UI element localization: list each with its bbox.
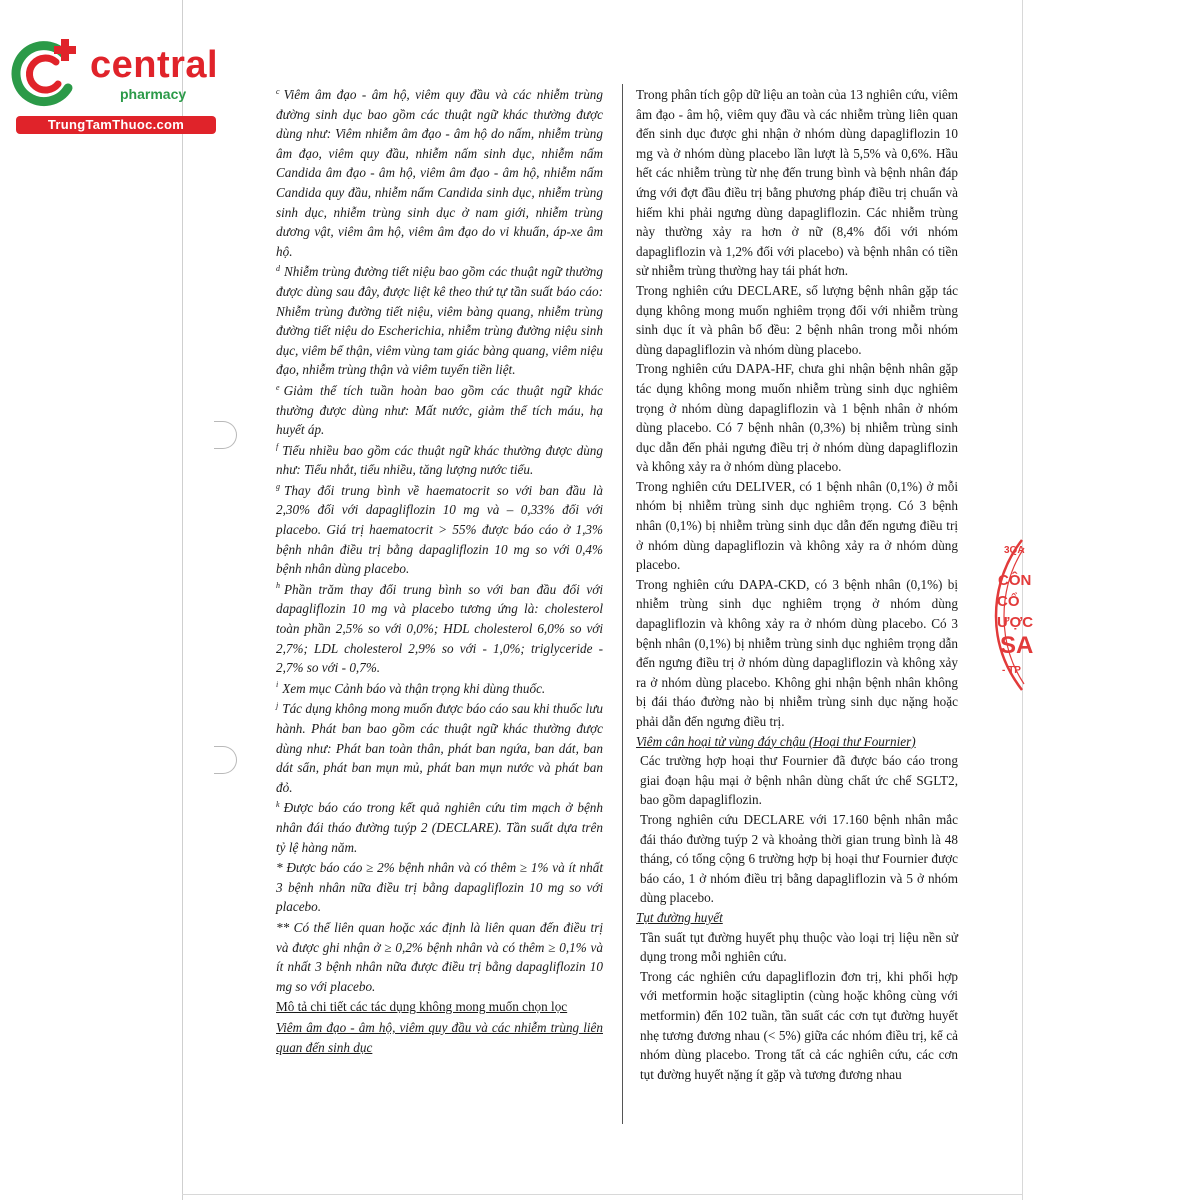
para-hypoglycemia-monotherapy: Trong các nghiên cứu dapagliflozin đơn trị, khi phối hợp với metformin hoặc sitagliptin (cùng hoặc không cùng với metformin) đến 102 tuần, tần suất các cơn tụt đường huyết nhẹ tương đương nhau (< 5%) giữa các nhóm điều trị, kể cả nhóm dùng placebo. Trong tất cả các nghiên cứu, các cơn tụt đường huyết nặng ít gặp và tương đương nhau [640,968,958,1082]
heading-fournier: Viêm cân hoại tử vùng đáy chậu (Hoại thư Fournier) [636,733,916,749]
logo-sub: pharmacy [120,86,187,102]
scan-edge-left [182,0,183,1200]
footnote-f: $^f$ Tiểu nhiều bao gồm các thuật ngữ khác thường được dùng như: Tiểu nhắt, tiểu nhiều, tăng lượng nước tiểu. [276,442,603,478]
left-column [276,85,603,1057]
footnote-e: $^e$ Giảm thể tích tuần hoàn bao gồm các thuật ngữ khác thường được dùng như: Mất nước, giảm thể tích máu, hạ huyết áp. [276,382,603,438]
footnote-k: $^k$ Được báo cáo trong kết quả nghiên cứu tim mạch ở bệnh nhân đái tháo đường tuýp 2 (DECLARE). Tần suất dựa trên tỷ lệ hàng năm. [276,799,603,855]
para-dapa-hf: Trong nghiên cứu DAPA-HF, chưa ghi nhận bệnh nhân gặp tác dụng không mong muốn nhiễm trùng sinh dục nghiêm trọng ở nhóm dùng dapagliflozin và 1 bệnh nhân ở nhóm dùng placebo. Có 7 bệnh nhân (0,3%) bị nhiễm trùng sinh dục dẫn đến phải ngưng điều trị ở nhóm dùng dapagliflozin và không xảy ra ở nhóm dùng placebo. [636,361,958,475]
footnote-d: $^d$ Nhiễm trùng đường tiết niệu bao gồm các thuật ngữ thường được dùng sau đây, được liệt kê theo thứ tự tần suất báo cáo: Nhiễm trùng đường tiết niệu, viêm bàng quang, nhiễm trùng đường tiết niệu do Escherichia, nhiễm trùng đường niệu sinh dục, viêm bể thận, viêm vùng tam giác bàng quang, viêm niệu đạo, nhiễm trùng thận và viêm tuyến tiền liệt. [276,263,603,378]
stamp-line-4: ƯỢC [997,614,1034,631]
footnote-star-2: ** Có thể liên quan hoặc xác định là liên quan đến điều trị và được ghi nhận ở ≥ 0,2% bệnh nhân và có thêm ≥ 0,1% và ít nhất 3 bệnh nhân nữa được điều trị bằng dapagliflozin 10 mg so với placebo. [276,919,603,994]
para-declare: Trong nghiên cứu DECLARE, số lượng bệnh nhân gặp tác dụng không mong muốn nghiêm trọng đối với nhiễm trùng sinh dục ít và phân bố đều: 2 bệnh nhân trong mỗi nhóm dùng dapagliflozin và nhóm dùng placebo. [636,282,958,357]
footnote-j: $^j$ Tác dụng không mong muốn được báo cáo sau khi thuốc lưu hành. Phát ban bao gồm các thuật ngữ khác thường được dùng như: Phát ban toàn thân, phát ban ngứa, ban dát, ban dát sẩn, phát ban mụn mủ, phát ban mụn nước và phát ban đỏ. [276,701,603,795]
heading-hypoglycemia: Tụt đường huyết [636,909,723,925]
stamp-line-6: - TP [1002,665,1021,676]
logo-mark-icon [8,36,88,116]
stamp-line-2: CÔN [998,572,1032,589]
central-pharmacy-logo [8,36,218,136]
punch-hole-bottom [214,746,237,774]
para-deliver: Trong nghiên cứu DELIVER, có 1 bệnh nhân (0,1%) ở mỗi nhóm bị nhiễm trùng sinh dục nghiêm trọng. Có 3 bệnh nhân (0,1%) bị nhiễm trùng sinh dục dẫn đến ngưng điều trị ở nhóm dùng dapagliflozin và không xảy ra ở nhóm dùng placebo. [636,478,958,573]
scan-edge-bottom [182,1194,1022,1195]
section-heading: Mô tả chi tiết các tác dụng không mong muốn chọn lọc [276,999,568,1015]
para-fournier-postmarketing: Các trường hợp hoại thư Fournier đã được báo cáo trong giai đoạn hậu mại ở bệnh nhân dùng chất ức chế SGLT2, bao gồm dapagliflozin. [640,753,958,808]
column-divider [622,84,623,1124]
stamp-line-5: SA [1000,632,1034,659]
footnote-star-1: * Được báo cáo ≥ 2% bệnh nhân và có thêm ≥ 1% và ít nhất 3 bệnh nhân nữa điều trị bằng dapagliflozin 10 mg so với placebo. [276,860,603,915]
official-stamp [994,538,1034,692]
logo-site: TrungTamThuoc.com [16,116,216,134]
para-dapa-ckd: Trong nghiên cứu DAPA-CKD, có 3 bệnh nhân (0,1%) bị nhiễm trùng sinh dục nghiêm trọng ở nhóm dùng dapagliflozin và không xảy ra ở nhóm dùng placebo. Có 3 bệnh nhân (0,1%) bị nhiễm trùng sinh dục nghiêm trọng dẫn đến ngưng điều trị ở nhóm dùng dapagliflozin và không xảy ra ở nhóm dùng placebo. Không ghi nhận bệnh nhân không bị đái tháo đường nào bị nhiễm trùng sinh dục nặng hoặc phải dẫn đến ngưng điều trị. [636,576,958,729]
punch-hole-top [214,421,237,449]
subheading-genital-infections: Viêm âm đạo - âm hộ, viêm quy đầu và các nhiễm trùng liên quan đến sinh dục [276,1019,603,1055]
stamp-line-3: CỔ [997,593,1020,610]
footnote-g: $^g$ Thay đổi trung bình về haematocrit so với ban đầu là 2,30% đối với dapagliflozin 10 mg và – 0,33% đối với placebo. Giá trị haematocrit > 55% được báo cáo ở 1,3% bệnh nhân điều trị bằng dapagliflozin 10 mg so với 0,4% bệnh nhân dùng placebo. [276,482,603,577]
para-hypoglycemia-frequency: Tần suất tụt đường huyết phụ thuộc vào loại trị liệu nền sử dụng trong mỗi nghiên cứu. [640,929,958,965]
logo-brand: central [90,44,219,86]
para-fournier-declare: Trong nghiên cứu DECLARE với 17.160 bệnh nhân mắc đái tháo đường tuýp 2 và khoảng thời gian trung bình là 48 tháng, có tổng cộng 6 trường hợp bị hoại thư Fournier được báo cáo, 1 ở nhóm điều trị bằng dapagliflozin và 5 ở nhóm dùng placebo. [640,811,958,906]
footnote-h: $^h$ Phần trăm thay đổi trung bình so với ban đầu đối với dapagliflozin 10 mg và placebo tương ứng là: cholesterol toàn phần 2,5% so với 0,0%; HDL cholesterol 6,0% so với 2,7%; LDL cholesterol 2,9% so với - 1,0%; triglyceride - 2,7% so với - 0,7%. [276,581,603,676]
footnote-i: $^i$ Xem mục Cảnh báo và thận trọng khi dùng thuốc. [276,680,546,696]
para-pooled-analysis: Trong phân tích gộp dữ liệu an toàn của 13 nghiên cứu, viêm âm đạo - âm hộ, viêm quy đầu và các nhiễm trùng liên quan đến sinh dục được ghi nhận ở nhóm dùng dapagliflozin 10 mg và ở nhóm dùng placebo lần lượt là 5,5% và 0,6%. Hầu hết các nhiễm trùng từ nhẹ đến trung bình và bệnh nhân đáp ứng với đợt đầu điều trị bằng phương pháp điều trị chuẩn và hiếm khi phải ngưng dùng dapagliflozin. Các nhiễm trùng này thường xảy ra hơn ở nữ (8,4% đối với nhóm dapagliflozin và 1,2% đối với placebo) và bệnh nhân có tiền sử nhiễm trùng thường hay tái phát hơn. [636,87,958,279]
footnote-c: $^c$ Viêm âm đạo - âm hộ, viêm quy đầu và các nhiễm trùng đường sinh dục bao gồm các thuật ngữ khác thường được dùng như: Viêm nhiễm âm đạo - âm hộ do nấm, nhiễm trùng âm đạo, viêm quy đầu, nhiễm nấm sinh dục, nhiễm nấm Candida âm đạo - âm hộ, viêm âm đạo - âm hộ, nhiễm nấm Candida quy đầu, nhiễm nấm Candida sinh dục, nhiễm trùng sinh dục, nhiễm trùng sinh dục ở nam giới, nhiễm trùng dương vật, viêm âm hộ, viêm âm đạo do vi khuẩn, áp-xe âm hộ. [276,86,603,259]
stamp-line-1: 3QA [1004,545,1025,556]
right-column [636,85,958,1084]
